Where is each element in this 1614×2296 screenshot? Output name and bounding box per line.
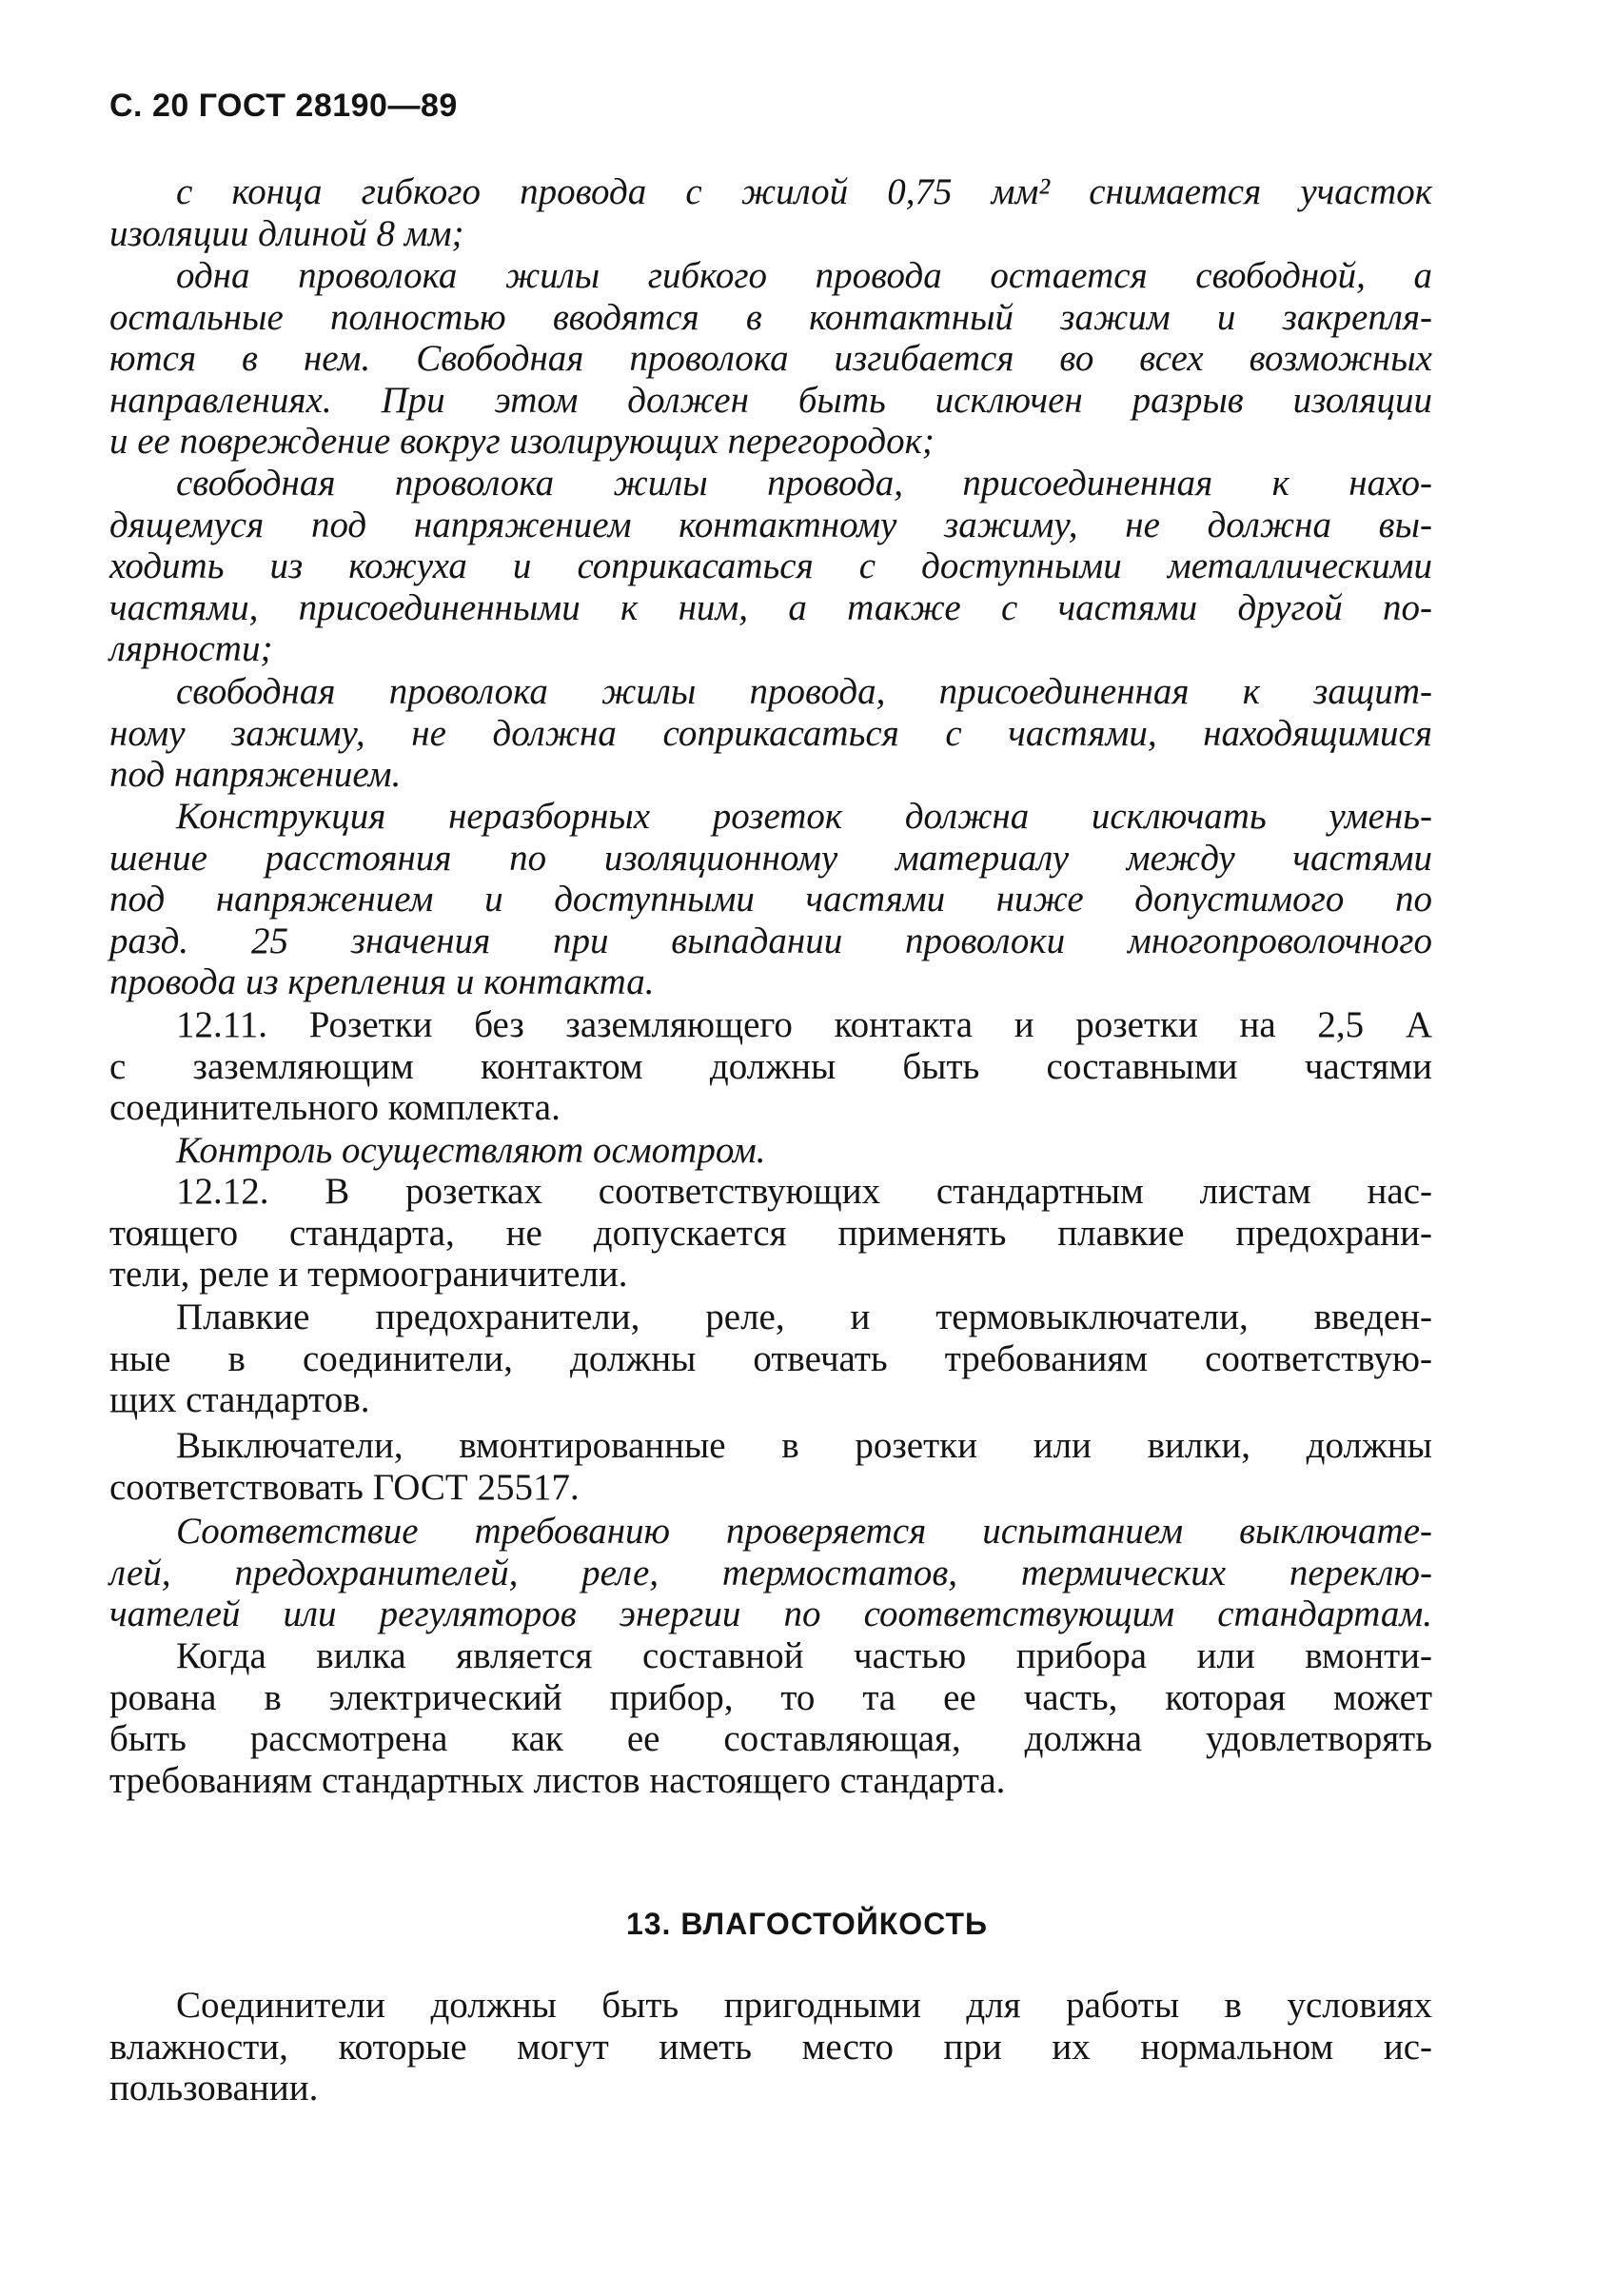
item-line: шение расстояния по изоляционному материалу между частями	[109, 837, 1432, 879]
item-line: ются в нем. Свободная проволока изгибается во всех возможных	[109, 338, 1432, 379]
item-line: разд. 25 значения при выпадании проволоки многопроволочного	[109, 920, 1432, 961]
item-line: остальные полностью вводятся в контактный зажим и закрепля-	[109, 296, 1432, 338]
compliance-paragraph	[109, 1511, 1432, 1635]
para-line: Плавкие предохранители, реле, и термовыключатели, введен-	[176, 1296, 1432, 1337]
para-line: Контроль осуществляют осмотром.	[176, 1130, 766, 1171]
para-line: 12.11. Розетки без заземляющего контакта и розетки на 2,5 А	[176, 1004, 1432, 1045]
para-line: Соответствие требованию проверяется испытанием выключате-	[176, 1511, 1432, 1552]
item-1	[109, 171, 1432, 254]
item-5	[109, 796, 1432, 1003]
item-line: изоляции длиной 8 мм;	[109, 212, 464, 254]
item-line: провода из крепления и контакта.	[109, 961, 655, 1002]
moisture-paragraph	[109, 1985, 1432, 2109]
para-line: быть рассмотрена как ее составляющая, должна удовлетворять	[109, 1718, 1432, 1759]
para-line: Выключатели, вмонтированные в розетки или вилки, должны	[176, 1425, 1432, 1466]
item-line: дящемуся под напряжением контактному зажиму, не должна вы-	[109, 504, 1432, 545]
item-line: одна проволока жилы гибкого провода остается свободной, а	[176, 255, 1432, 296]
item-line: под напряжением и доступными частями ниже допустимого по	[109, 879, 1432, 920]
para-line: пользовании.	[109, 2068, 319, 2108]
section-heading: 13. ВЛАГОСТОЙКОСТЬ	[625, 1907, 989, 1941]
para-line: рована в электрический прибор, то та ее часть, которая может	[109, 1676, 1432, 1718]
para-line: влажности, которые могут иметь место при их нормальном ис-	[109, 2026, 1432, 2068]
item-line: частями, присоединенными к ним, а также с частями другой по-	[109, 586, 1432, 628]
item-line: лярности;	[109, 628, 273, 669]
para-line: Когда вилка является составной частью прибора или вмонти-	[176, 1635, 1432, 1676]
para-line: соединительного комплекта.	[109, 1087, 561, 1128]
item-line: под напряжением.	[109, 754, 402, 795]
item-line: ному зажиму, не должна соприкасаться с частями, находящимися	[109, 712, 1432, 754]
clause-12-11	[109, 1004, 1432, 1129]
para-line: требованиям стандартных листов настоящего стандарта.	[109, 1759, 1006, 1801]
page-header: С. 20 ГОСТ 28190—89	[109, 88, 458, 124]
item-line: с конца гибкого провода с жилой 0,75 мм² снимается участок	[176, 171, 1432, 212]
item-line: свободная проволока жилы провода, присоединенная к защит-	[176, 671, 1432, 712]
para-line: чателей или регуляторов энергии по соответствующим стандартам.	[109, 1593, 1432, 1634]
item-2	[109, 255, 1432, 463]
item-line: Конструкция неразборных розеток должна исключать умень-	[176, 796, 1432, 837]
fuses-paragraph	[109, 1296, 1432, 1421]
para-line: ные в соединители, должны отвечать требованиям соответствую-	[109, 1337, 1432, 1379]
para-line: Соединители должны быть пригодными для работы в условиях	[176, 1985, 1432, 2026]
clause-12-12	[109, 1171, 1432, 1296]
item-line: свободная проволока жилы провода, присоединенная к нахо-	[176, 463, 1432, 504]
item-line: ходить из кожуха и соприкасаться с доступными металлическими	[109, 545, 1432, 586]
para-line: щих стандартов.	[109, 1379, 370, 1420]
item-line: и ее повреждение вокруг изолирующих перегородок;	[109, 421, 935, 462]
para-line: тели, реле и термоограничители.	[109, 1254, 628, 1295]
item-3	[109, 463, 1432, 670]
para-line: тоящего стандарта, не допускается применять плавкие предохрани-	[109, 1212, 1432, 1254]
control-note	[109, 1130, 1432, 1172]
item-line: направлениях. При этом должен быть исключен разрыв изоляции	[109, 379, 1432, 421]
para-line: с заземляющим контактом должны быть составными частями	[109, 1045, 1432, 1087]
para-line: соответствовать ГОСТ 25517.	[109, 1466, 580, 1508]
plug-paragraph	[109, 1635, 1432, 1801]
para-line: лей, предохранителей, реле, термостатов, термических переклю-	[109, 1552, 1432, 1593]
switches-paragraph	[109, 1425, 1432, 1508]
item-4	[109, 671, 1432, 796]
para-line: 12.12. В розетках соответствующих стандартным листам нас-	[176, 1171, 1432, 1212]
